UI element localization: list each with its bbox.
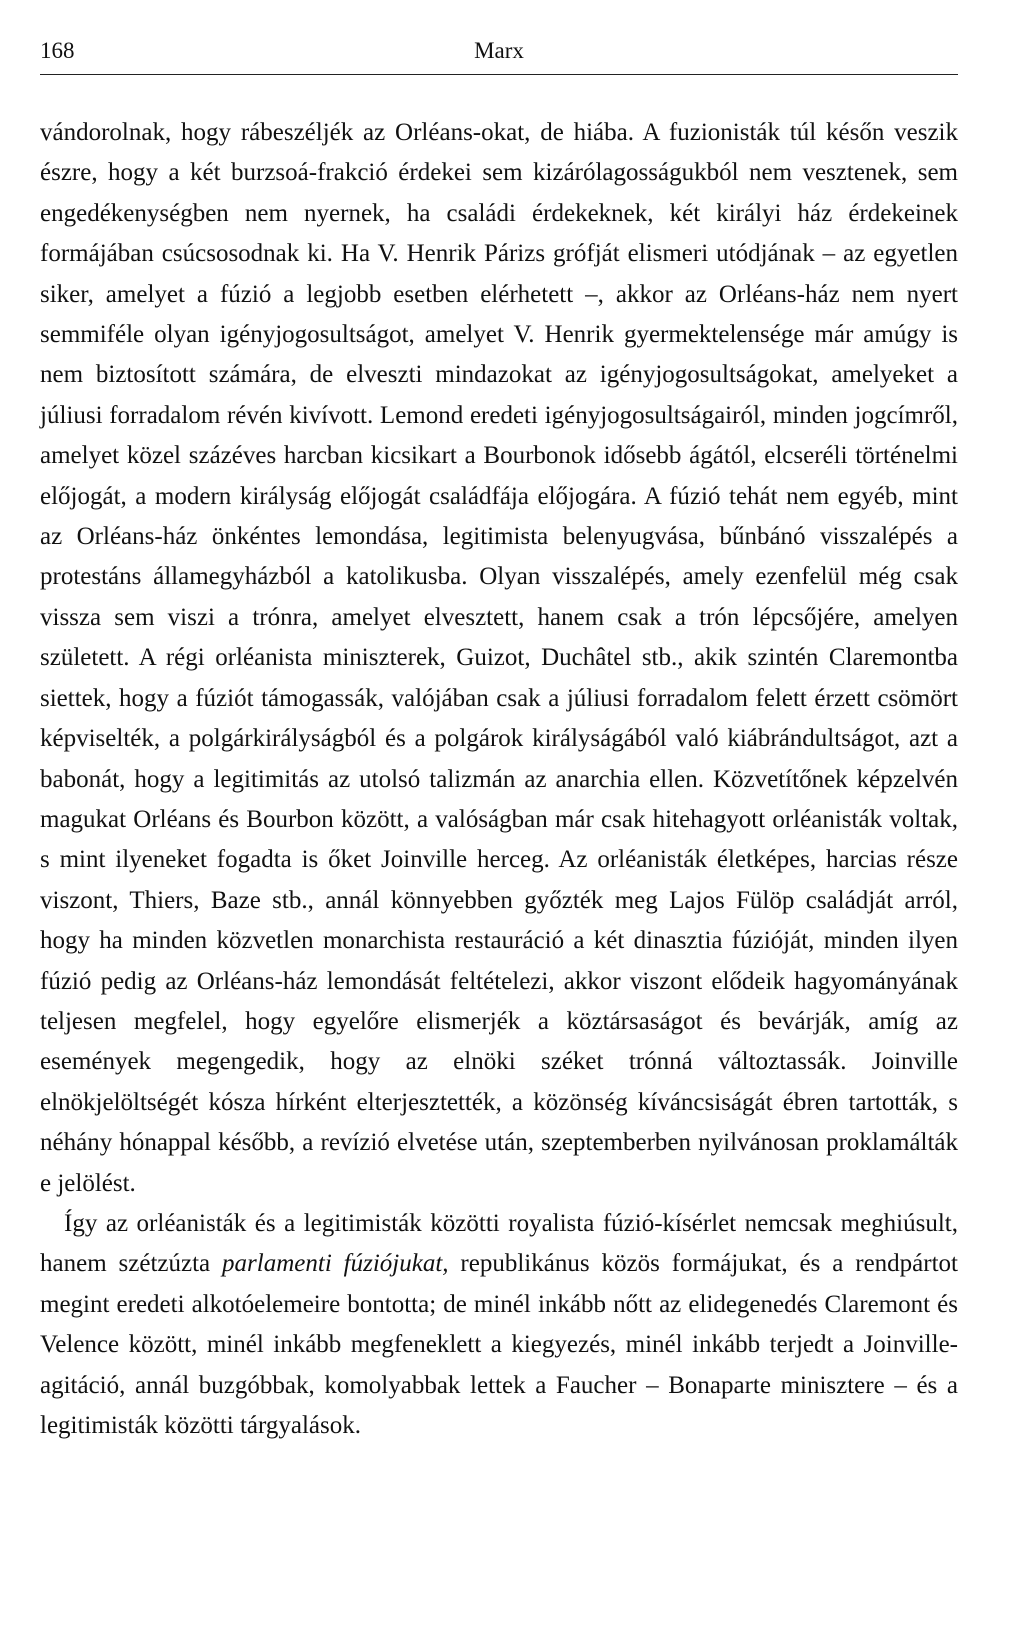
paragraph-2-text-b: republikánus közös formájukat, és a rendpártot megint eredeti alkotóelemeire bontotta; de minél inkább nőtt az elidegenedés Claremont és Velence között, minél inkább megfeneklett a kiegyezés, minél inkább terjedt a Joinville-agitáció, annál buzgóbbak, komolyabbak lettek a Faucher – Bonaparte minisztere – és a legitimisták közötti tárgyalások. <box>40 1250 958 1439</box>
running-title: Marx <box>474 38 524 63</box>
paragraph-1 <box>40 113 958 1204</box>
paragraph-1-text: vándorolnak, hogy rábeszéljék az Orléans-okat, de hiába. A fuzionisták túl későn veszik észre, hogy a két burzsoá-frakció érdekei sem kizárólagosságukból nem vesztenek, sem engedékenységben nem nyernek, ha családi érdekeknek, két királyi ház érdekeinek formájában csúcsosodnak ki. Ha V. Henrik Párizs grófját elismeri utódjának – az egyetlen siker, amelyet a fúzió a legjobb esetben elérhetett –, akkor az Orléans-ház nem nyert semmiféle olyan igényjogosultságot, amelyet V. Henrik gyermektelensége már amúgy is nem biztosított számára, de elveszti mindazokat az igényjogosultságokat, amelyeket a júliusi forradalom révén kivívott. Lemond eredeti igényjogosultságairól, minden jogcímről, amelyet közel százéves harcban kicsikart a Bourbonok idősebb ágától, elcseréli történelmi előjogát, a modern királyság előjogát családfája előjogára. A fúzió tehát nem egyéb, mint az Orléans-ház önkéntes lemondása, legitimista belenyugvása, bűnbánó visszalépés a protestáns államegyházból a katolikusba. Olyan visszalépés, amely ezenfelül még csak vissza sem viszi a trónra, amelyet elvesztett, hanem csak a trón lépcsőjére, amelyen született. A régi orléanista miniszterek, Guizot, Duchâtel stb., akik szintén Claremontba siettek, hogy a fúziót támogassák, valójában csak a júliusi forradalom felett érzett csömört képviselték, a polgárkirályságból és a polgárok királyságából való kiábrándultságot, azt a babonát, hogy a legitimitás az utolsó talizmán az anarchia ellen. Közvetítőnek képzelvén magukat Orléans és Bourbon között, a valóságban már csak hitehagyott orléanisták voltak, s mint ilyeneket fogadta is őket Joinville herceg. Az orléanisták életképes, harcias része viszont, Thiers, Baze stb., annál könnyebben győzték meg Lajos Fülöp családját arról, hogy ha minden közvetlen monarchista restauráció a két dinasztia fúzióját, minden ilyen fúzió pedig az Orléans-ház lemondását feltételezi, akkor viszont elődeik hagyományának teljesen megfelel, hogy egyelőre elismerjék a köztársaságot és bevárják, amíg az események megengedik, hogy az elnöki széket trónná változtassák. Joinville elnökjelöltségét kósza hírként elterjesztették, a közönség kíváncsiságát ébren tartották, s néhány hónappal később, a revízió elvetése után, szeptemberben nyilvánosan proklamálták e jelölést. <box>40 119 958 1197</box>
book-page <box>40 34 958 1446</box>
emphasis-parlamenti-fuziojukat: parlamenti fúziójukat, <box>222 1250 449 1278</box>
body-text <box>40 113 958 1446</box>
page-number: 168 <box>40 38 75 63</box>
paragraph-2 <box>40 1204 958 1446</box>
running-head <box>40 34 958 75</box>
paragraph-2-text-a: Így az orléanisták és a legitimisták közötti royalista fúzió-kísérlet nemcsak meghiúsult, hanem szétzúzta <box>40 1209 958 1278</box>
